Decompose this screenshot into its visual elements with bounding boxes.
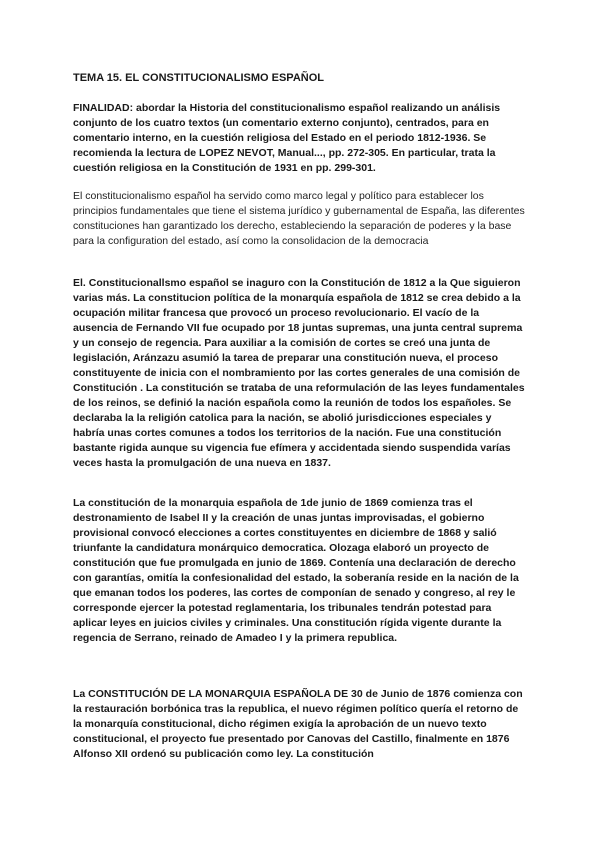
finalidad-paragraph: FINALIDAD: abordar la Historia del constitucionalismo español realizando un análisis conjunto de los cuatro textos (un comentario externo conjunto), centrados, para en comentario interno, en la cuestión religiosa del Estado en el periodo 1812-1936. Se recomienda la lectura de LOPEZ NEVOT, Manual..., pp. 272-305. En particular, trata la cuestión religiosa en la Constitución de 1931 en pp. 299-301.: [73, 102, 501, 174]
constitution-1812-paragraph: El. Constitucionallsmo español se inaguro con la Constitución de 1812 a la Que siguieron varias más. La constitucion política de la monarquía española de 1812 se crea debido a la ocupación militar francesa que provocó un proceso revolucionario. El vacío de la ausencia de Fernando VII fue ocupado por 18 juntas supremas, una junta central suprema y un consejo de regencia. Para auxiliar a la comisión de cortes se creó una junta de legislación, Aránzazu asumió la tarea de preparar una constitución nueva, el proceso constituyente de inicia con el nombramiento por las cortes generales de una comisión de Constitución . La constitución se trataba de una reformulación de las leyes fundamentales de los reinos, se definió la nación española como la reunión de todos los españoles. Se declaraba la la religión catolica para la nación, se abolió jurisdicciones especiales y habría unas cortes comunes a todos los territorios de la nación. Fue una constitución bastante rigida aunque su vigencia fue efímera y accidentada siendo suspendida varías veces hasta la promulgación de una nueva en 1837.: [73, 277, 525, 469]
document-title: TEMA 15. EL CONSTITUCIONALISMO ESPAÑOL: [73, 72, 324, 84]
constitution-1869-paragraph: La constitución de la monarquia española de 1de junio de 1869 comienza tras el destronamiento de Isabel II y la creación de unas juntas improvisadas, el gobierno provisional convocó elecciones a cortes constituyentes en diciembre de 1868 y salió triunfante la candidatura monárquico democratica. Olozaga elaboró un proyecto de constitución que fue promulgada en junio de 1869. Contenía una declaración de derecho con garantías, omitía la confesionalidad del estado, la soberanía reside en la nación de la que emanan todos los poderes, las cortes de componían de senado y congreso, al rey le corresponde ejercer la potestad reglamentaria, los tribunales tendrán potestad para aplicar leyes en juicios civiles y criminales. Una constitución rígida vigente durante la regencia de Serrano, reinado de Amadeo I y la primera republica.: [73, 497, 519, 644]
constitution-1876-paragraph: La CONSTITUCIÓN DE LA MONARQUIA ESPAÑOLA DE 30 de Junio de 1876 comienza con la restauración borbónica tras la republica, el nuevo régimen político quería el retorno de la monarquía constitucional, dicho régimen exigía la aprobación de un nuevo texto constitucional, el proyecto fue presentado por Canovas del Castillo, finalmente en 1876 Alfonso XII ordenó su publicación como ley. La constitución: [73, 688, 523, 760]
intro-paragraph: El constitucionalismo español ha servido como marco legal y político para establecer los principios fundamentales que tiene el sistema jurídico y gubernamental de España, las diferentes constituciones han garantizado los derecho, estableciendo la separación de poderes y la base para la configuration del estado, así como la consolidacion de la democracia: [73, 190, 525, 247]
